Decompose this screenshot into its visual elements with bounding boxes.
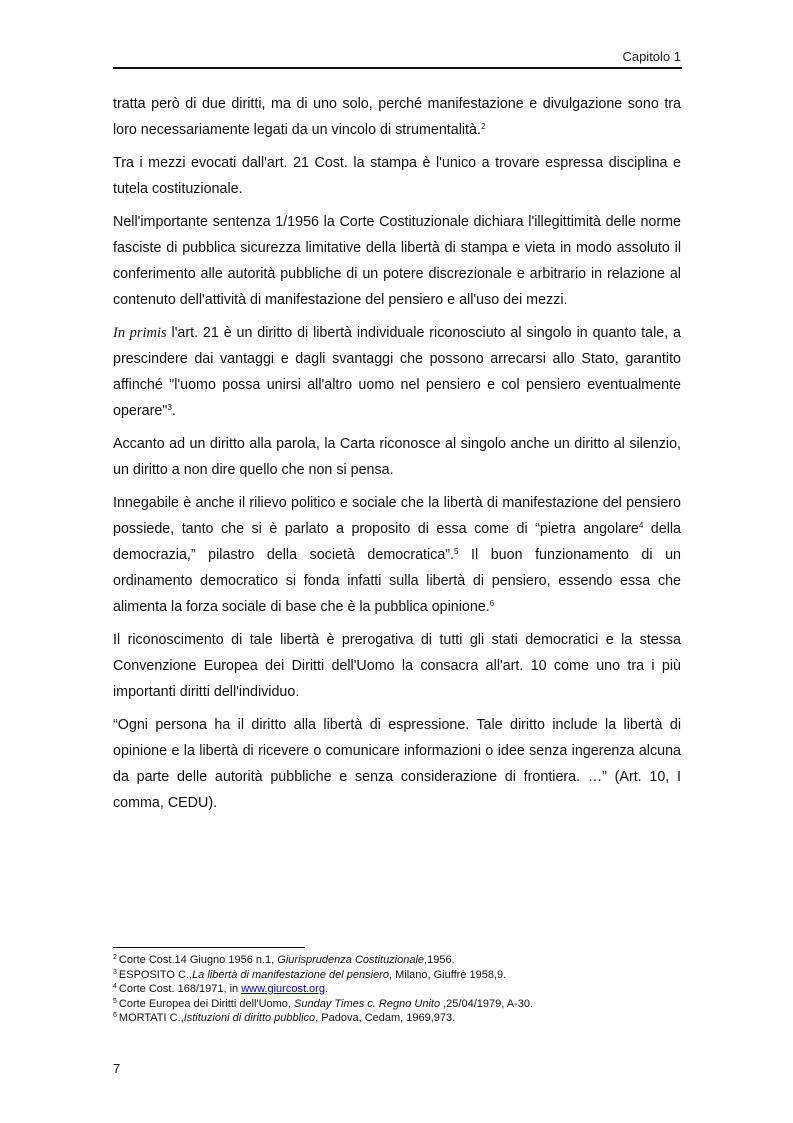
footnote-ref-4[interactable]: 4 bbox=[638, 521, 644, 530]
paragraph-1: tratta però di due diritti, ma di uno solo, perché manifestazione e divulgazione sono tra loro necessariamente legati da un vincolo di strumentalità.$^2$ bbox=[113, 96, 681, 138]
running-header: Capitolo 1 bbox=[622, 49, 681, 64]
in-primis-italic: In primis bbox=[113, 325, 167, 341]
giurcost-link[interactable]: www.giurcost.org bbox=[241, 983, 325, 995]
footnote-ref-6[interactable]: 6 bbox=[489, 599, 495, 608]
footnote-rule bbox=[113, 947, 305, 948]
footnote-5: $^5$ Corte Europea dei Diritti dell'Uomo, Sunday Times c. Regno Unito ,25/04/1979, A-30. bbox=[113, 997, 534, 1010]
footnote-4: $^4$ Corte Cost. 168/1971, in www.giurcost.org. bbox=[113, 983, 329, 995]
footnote-ref-2[interactable]: 2 bbox=[480, 122, 486, 131]
footnote-ref-5[interactable]: 5 bbox=[454, 547, 459, 556]
paragraph-5: Accanto ad un diritto alla parola, la Carta riconosce al singolo anche un diritto al silenzio, un diritto a non dire quello che non si pensa. bbox=[113, 436, 681, 478]
footnote-2: $^2$ Corte Cost.14 Giugno 1956 n.1, Giurisprudenza Costituzionale,1956. bbox=[113, 954, 455, 966]
paragraph-4: In primis l'art. 21 è un diritto di libertà individuale riconosciuto al singolo in quanto tale, a prescindere dai vantaggi e dagli svantaggi che possono arrecarsi allo Stato, garantito affinché "l'uomo possa unirsi all'altro uomo nel pensiero e col pensiero eventualmente operare"$^3$. bbox=[113, 325, 681, 419]
page-number: 7 bbox=[113, 1061, 121, 1076]
paragraph-8: “Ogni persona ha il diritto alla libertà di espressione. Tale diritto include la libertà di opinione e la libertà di ricevere o comunicare informazioni o idee senza ingerenza alcuna da parte delle autorità pubbliche e senza considerazione di frontiera. …” (Art. 10, I comma, CEDU). bbox=[113, 717, 681, 811]
footnotes bbox=[113, 953, 681, 1026]
paragraph-3: Nell'importante sentenza 1/1956 la Corte Costituzionale dichiara l'illegittimità delle norme fasciste di pubblica sicurezza limitative della libertà di stampa e vieta in modo assoluto il conferimento alle autorità pubbliche di un potere discrezionale e arbitrario in relazione al contenuto dell'attività di manifestazione del pensiero e all'uso dei mezzi. bbox=[113, 214, 681, 308]
paragraph-6: Innegabile è anche il rilievo politico e sociale che la libertà di manifestazione del pensiero possiede, tanto che si è parlato a proposito di essa come di “pietra angolare$^4$ della democrazia,” pilastro della società democratica”.$^5$ Il buon funzionamento di un ordinamento democratico si fonda infatti sulla libertà di pensiero, essendo essa che alimenta la forza sociale di base che è la pubblica opinione.$^6$ bbox=[113, 495, 681, 615]
footnote-ref-3[interactable]: 3 bbox=[167, 403, 172, 412]
paragraph-7: Il riconoscimento di tale libertà è prerogativa di tutti gli stati democratici e la stessa Convenzione Europea dei Diritti dell'Uomo la consacra all'art. 10 come uno tra i più importanti diritti dell'individuo. bbox=[113, 632, 681, 700]
body-text bbox=[113, 91, 681, 823]
footnote-3: $^3$ ESPOSITO C.,La libertà di manifestazione del pensiero, Milano, Giuffrè 1958,9. bbox=[113, 968, 507, 981]
footnote-6: $^6$ MORTATI C.,Istituzioni di diritto pubblico, Padova, Cedam, 1969,973. bbox=[113, 1012, 456, 1024]
header-rule bbox=[113, 67, 682, 69]
paragraph-2: Tra i mezzi evocati dall'art. 21 Cost. la stampa è l'unico a trovare espressa disciplina e tutela costituzionale. bbox=[113, 155, 681, 197]
